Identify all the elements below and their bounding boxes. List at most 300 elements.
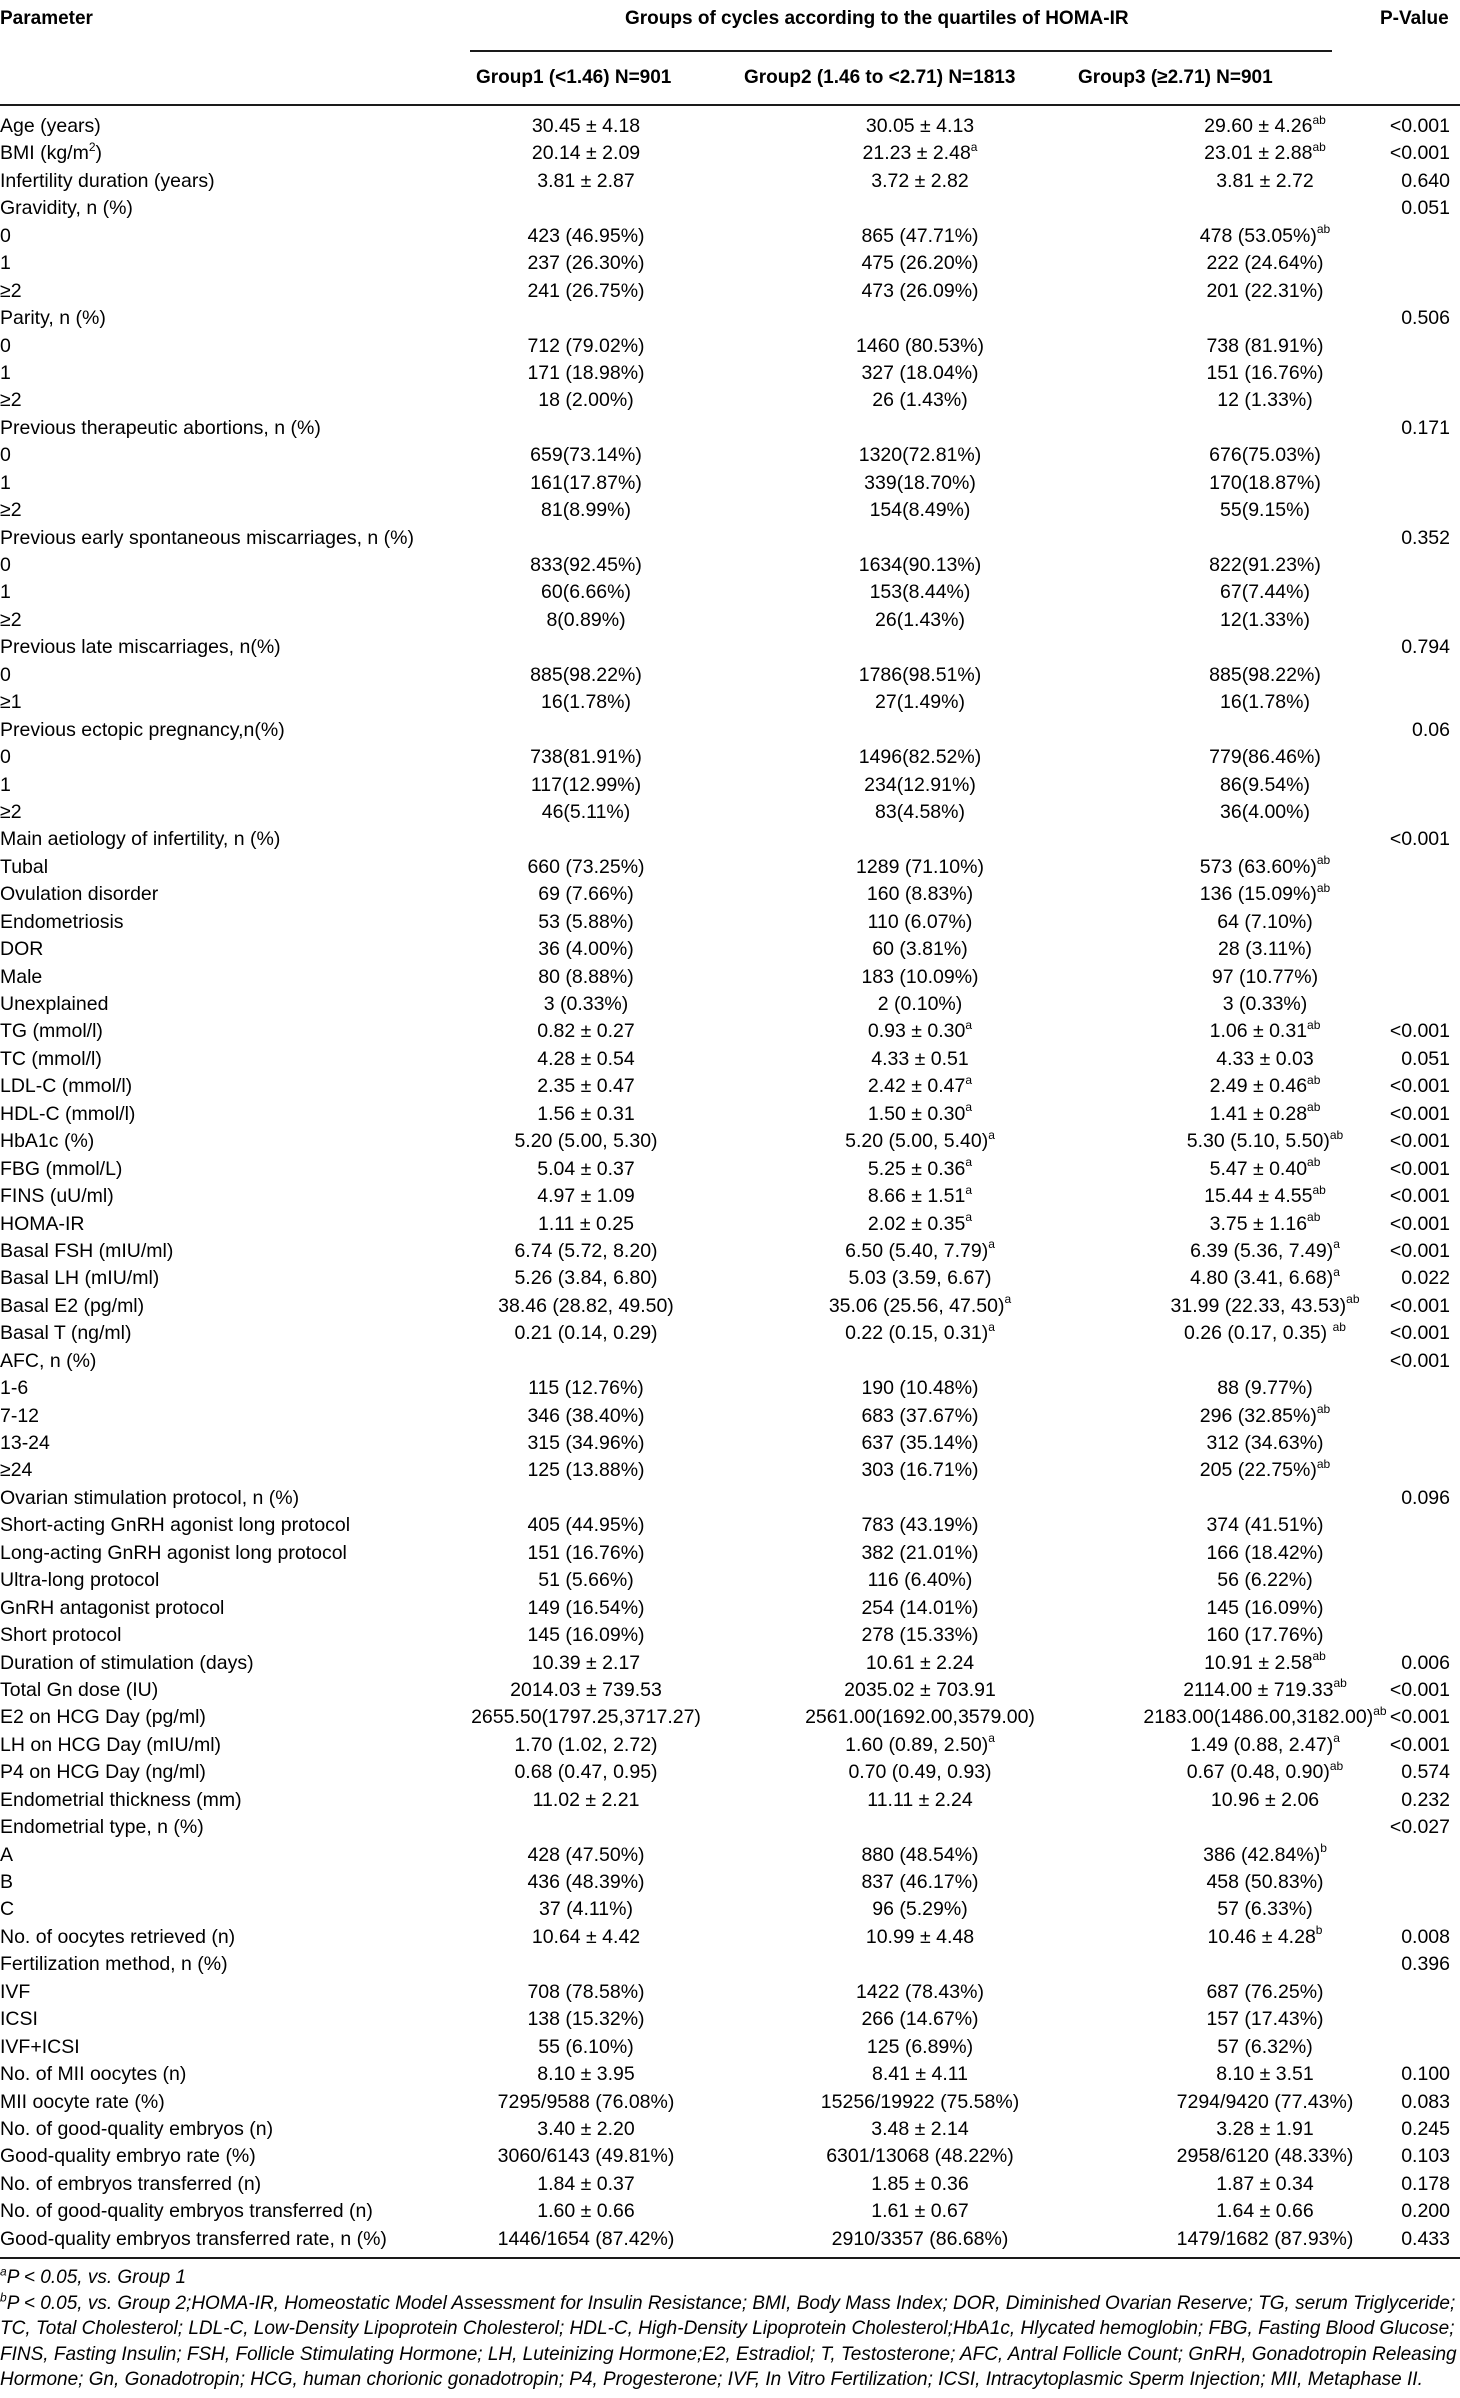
group3-cell-value: 205 (22.75%) <box>1199 1459 1317 1482</box>
group3-cell <box>1080 1869 1450 1896</box>
parameter-cell <box>0 2089 165 2116</box>
group2-cell <box>725 1293 1115 1320</box>
parameter-cell <box>0 909 124 936</box>
parameter-label: Unexplained <box>0 993 109 1015</box>
parameter-cell <box>0 195 133 222</box>
group1-cell-value: 428 (47.50%) <box>527 1843 645 1866</box>
parameter-cell <box>0 1348 96 1375</box>
group3-cell <box>1080 1512 1450 1539</box>
parameter-cell <box>0 1211 85 1238</box>
table-row <box>0 744 1460 771</box>
group2-cell-value: 96 (5.29%) <box>872 1898 968 1921</box>
parameter-label: Long-acting GnRH agonist long protocol <box>0 1541 347 1564</box>
parameter-cell <box>0 278 22 305</box>
group1-cell-value: 30.45 ± 4.18 <box>531 115 641 137</box>
group3-header: Group3 (≥2.71) N=901 <box>1078 67 1273 88</box>
parameter-cell <box>0 1128 94 1155</box>
group3-cell-value: 738 (81.91%) <box>1206 334 1324 357</box>
group1-cell-value: 60(6.66%) <box>541 581 631 604</box>
group2-cell-value: 339(18.70%) <box>864 471 976 494</box>
parameter-cell <box>0 1896 14 1923</box>
group1-cell-value: 117(12.99%) <box>530 773 642 796</box>
group1-cell <box>400 689 772 716</box>
parameter-label: Infertility duration (years) <box>0 169 215 192</box>
group1-cell <box>400 2171 772 2198</box>
table-row <box>0 2116 1460 2143</box>
group1-cell <box>400 1924 772 1951</box>
parameter-cell <box>0 470 11 497</box>
group2-cell <box>725 1320 1115 1347</box>
group2-cell-value: 1634(90.13%) <box>858 554 982 576</box>
group1-cell <box>400 1650 772 1677</box>
parameter-label-tail: ) <box>95 142 103 165</box>
pvalue-cell: 0.022 <box>1401 1267 1450 1290</box>
table-row <box>0 662 1460 689</box>
table-row <box>0 2198 1460 2225</box>
group2-cell <box>725 1732 1115 1759</box>
group3-cell-value: 28 (3.11%) <box>1218 938 1312 961</box>
group1-cell-value: 7295/9588 (76.08%) <box>497 2090 675 2113</box>
group2-cell <box>725 1156 1115 1183</box>
table-row <box>0 634 1460 661</box>
significance-marker: ab <box>1329 1127 1344 1142</box>
parameter-label: DOR <box>0 938 44 961</box>
parameter-label: C <box>0 1898 15 1921</box>
table-row <box>0 909 1460 936</box>
group2-cell-value: 1786(98.51%) <box>858 663 982 686</box>
significance-marker: ab <box>1312 112 1326 127</box>
group2-cell-value: 1496(82.52%) <box>858 746 982 769</box>
significance-marker: a <box>965 1155 973 1170</box>
significance-marker: ab <box>1307 1017 1321 1032</box>
group3-cell <box>1080 936 1450 963</box>
parameter-cell <box>0 991 108 1018</box>
table-row <box>0 964 1460 991</box>
group3-cell-value: 166 (18.42%) <box>1206 1541 1324 1564</box>
group3-cell-value: 145 (16.09%) <box>1206 1596 1324 1619</box>
group3-cell <box>1080 2034 1450 2061</box>
table-row <box>0 497 1460 524</box>
group1-cell <box>400 1732 772 1759</box>
parameter-label: TG (mmol/l) <box>0 1020 103 1043</box>
table-row <box>0 1540 1460 1567</box>
parameter-cell <box>0 1156 122 1183</box>
group3-cell <box>1080 223 1450 250</box>
footnote-a-marker: a <box>0 2264 7 2279</box>
group2-cell-value: 637 (35.14%) <box>861 1432 979 1454</box>
parameter-label: HbA1c (%) <box>0 1130 95 1153</box>
group1-cell <box>400 1018 772 1045</box>
group2-cell-value: 2 (0.10%) <box>877 993 963 1015</box>
group3-cell-value: 16(1.78%) <box>1220 691 1310 714</box>
group1-cell-value: 2014.03 ± 739.53 <box>510 1678 662 1701</box>
parameter-cell <box>0 662 11 689</box>
table-row <box>0 442 1460 469</box>
table-row <box>0 525 1460 552</box>
group3-cell <box>1080 1896 1450 1923</box>
group1-cell-value: 171 (18.98%) <box>527 361 645 384</box>
table-row <box>0 1265 1460 1292</box>
group2-cell <box>725 1018 1115 1045</box>
parameter-label: No. of oocytes retrieved (n) <box>0 1925 236 1948</box>
parameter-cell <box>0 1375 28 1402</box>
group3-cell-value: 15.44 ± 4.55 <box>1204 1185 1313 1208</box>
group2-cell <box>725 1787 1115 1814</box>
group2-cell <box>725 2006 1115 2033</box>
table-row <box>0 1430 1460 1457</box>
parameter-cell <box>0 1183 114 1210</box>
group3-cell-value: 779(86.46%) <box>1209 746 1321 769</box>
parameter-cell <box>0 1787 242 1814</box>
group1-cell <box>400 2061 772 2088</box>
group2-cell-value: 15256/19922 (75.58%) <box>820 2090 1020 2113</box>
parameter-label: Previous therapeutic abortions, n (%) <box>0 416 321 439</box>
significance-marker: b <box>1320 1841 1327 1856</box>
parameter-cell <box>0 1704 206 1731</box>
group3-cell <box>1080 1430 1450 1457</box>
pvalue-cell: 0.433 <box>1401 2227 1450 2250</box>
pvalue-cell: <0.001 <box>1389 1706 1450 1729</box>
pvalue-cell: <0.001 <box>1389 1294 1450 1317</box>
table-row <box>0 223 1460 250</box>
group1-cell-value: 1.70 (1.02, 2.72) <box>514 1733 658 1756</box>
parameter-cell <box>0 2034 80 2061</box>
group1-cell-value: 0.21 (0.14, 0.29) <box>514 1322 658 1345</box>
parameter-label: Previous late miscarriages, n(%) <box>0 636 281 659</box>
group3-cell-value: 1.06 ± 0.31 <box>1209 1020 1308 1043</box>
group1-cell <box>400 552 772 579</box>
parameter-label: No. of good-quality embryos transferred (n) <box>0 2200 373 2223</box>
parameter-cell <box>0 1265 159 1292</box>
group2-cell <box>725 250 1115 277</box>
group2-cell-value: 5.03 (3.59, 6.67) <box>848 1267 992 1290</box>
group2-cell-value: 837 (46.17%) <box>861 1871 979 1893</box>
parameter-cell <box>0 1512 350 1539</box>
group1-cell-value: 1.11 ± 0.25 <box>538 1212 634 1235</box>
table-row <box>0 717 1460 744</box>
parameter-label: MII oocyte rate (%) <box>0 2090 165 2113</box>
significance-marker: a <box>1333 1237 1340 1252</box>
group1-cell <box>400 2034 772 2061</box>
parameter-cell <box>0 333 11 360</box>
parameter-cell <box>0 1622 121 1649</box>
group3-cell-value: 386 (42.84%) <box>1203 1843 1321 1866</box>
group2-cell-value: 160 (8.83%) <box>866 883 974 906</box>
parameter-label: 1 <box>0 773 11 796</box>
group3-cell-value: 157 (17.43%) <box>1206 2008 1324 2031</box>
group2-cell <box>725 2089 1115 2116</box>
group2-cell-value: 2.02 ± 0.35 <box>867 1212 966 1235</box>
group1-cell-value: 37 (4.11%) <box>539 1898 633 1921</box>
group2-cell-value: 880 (48.54%) <box>861 1843 979 1866</box>
significance-marker: ab <box>1316 1402 1331 1417</box>
group-span-header: Groups of cycles according to the quartiles of HOMA-IR <box>625 8 1129 29</box>
group1-cell-value: 1.56 ± 0.31 <box>537 1102 635 1125</box>
parameter-cell <box>0 525 414 552</box>
group1-cell-value: 315 (34.96%) <box>527 1432 645 1454</box>
parameter-cell <box>0 1924 235 1951</box>
group1-cell <box>400 1101 772 1128</box>
table-row <box>0 1375 1460 1402</box>
group3-cell <box>1080 744 1450 771</box>
parameter-label: 13-24 <box>0 1432 50 1454</box>
table-row <box>0 470 1460 497</box>
parameter-cell <box>0 1430 50 1457</box>
table-row <box>0 333 1460 360</box>
parameter-label: Main aetiology of infertility, n (%) <box>0 828 281 851</box>
group3-cell <box>1080 1457 1450 1484</box>
group2-cell <box>725 744 1115 771</box>
group3-cell <box>1080 2006 1450 2033</box>
parameter-label: Parity, n (%) <box>0 307 106 330</box>
group1-cell-value: 5.04 ± 0.37 <box>537 1157 635 1180</box>
group3-cell-value: 10.96 ± 2.06 <box>1210 1788 1320 1811</box>
group1-cell <box>400 1595 772 1622</box>
table-row <box>0 1704 1460 1731</box>
group3-cell-value: 222 (24.64%) <box>1206 252 1324 275</box>
group2-cell-value: 35.06 (25.56, 47.50) <box>828 1294 1005 1317</box>
table-row <box>0 1842 1460 1869</box>
parameter-label: FBG (mmol/L) <box>0 1157 123 1180</box>
group2-cell-value: 5.25 ± 0.36 <box>867 1157 966 1180</box>
group3-cell-value: 2114.00 ± 719.33 <box>1183 1678 1334 1701</box>
group2-cell-value: 27(1.49%) <box>875 691 965 714</box>
parameter-label: Age (years) <box>0 115 101 137</box>
group3-cell-value: 151 (16.76%) <box>1206 361 1324 384</box>
group1-cell-value: 80 (8.88%) <box>538 965 634 988</box>
group1-cell <box>400 1787 772 1814</box>
pvalue-cell: 0.083 <box>1401 2090 1450 2113</box>
pvalue-cell: 0.100 <box>1401 2063 1450 2086</box>
parameter-cell <box>0 2198 373 2225</box>
group3-cell <box>1080 1375 1450 1402</box>
group3-cell-value: 97 (10.77%) <box>1211 965 1319 988</box>
group3-cell <box>1080 1842 1450 1869</box>
pvalue-cell: <0.001 <box>1389 1322 1450 1345</box>
group1-cell <box>400 333 772 360</box>
group2-cell-value: 1.50 ± 0.30 <box>867 1102 966 1125</box>
pvalue-cell: 0.200 <box>1401 2200 1450 2223</box>
significance-marker: a <box>965 1100 973 1115</box>
group1-cell <box>400 1869 772 1896</box>
significance-marker: b <box>1315 1923 1323 1938</box>
group3-cell <box>1080 552 1450 579</box>
parameter-cell <box>0 1979 30 2006</box>
group2-cell <box>725 113 1115 140</box>
parameter-cell <box>0 1046 102 1073</box>
group2-cell <box>725 1704 1115 1731</box>
parameter-cell <box>0 552 11 579</box>
table-row <box>0 579 1460 606</box>
parameter-label: 0 <box>0 334 11 357</box>
group2-cell <box>725 278 1115 305</box>
significance-marker: ab <box>1316 222 1331 237</box>
significance-marker: a <box>988 1127 995 1142</box>
group2-cell <box>725 662 1115 689</box>
table-row <box>0 1869 1460 1896</box>
table-row <box>0 2143 1460 2170</box>
group2-cell <box>725 881 1115 908</box>
group1-cell-value: 0.68 (0.47, 0.95) <box>514 1761 658 1784</box>
group3-cell <box>1080 1595 1450 1622</box>
group2-header: Group2 (1.46 to <2.71) N=1813 <box>744 67 1016 88</box>
table-row <box>0 854 1460 881</box>
pvalue-cell: <0.001 <box>1389 1349 1450 1372</box>
parameter-label: 0 <box>0 554 11 576</box>
table-row <box>0 387 1460 414</box>
significance-marker: ab <box>1312 1182 1326 1197</box>
parameter-label: Good-quality embryo rate (%) <box>0 2145 256 2168</box>
group1-cell-value: 145 (16.09%) <box>527 1624 645 1647</box>
group2-cell-value: 60 (3.81%) <box>872 938 968 961</box>
table-row <box>0 113 1460 140</box>
significance-marker: ab <box>1307 1100 1321 1115</box>
group3-cell <box>1080 1979 1450 2006</box>
group3-cell-value: 822(91.23%) <box>1209 554 1321 576</box>
table-row <box>0 1238 1460 1265</box>
pvalue-cell: 0.352 <box>1401 526 1450 549</box>
parameter-label: Endometrial type, n (%) <box>0 1816 204 1839</box>
group2-cell-value: 26(1.43%) <box>875 608 965 631</box>
group1-cell <box>400 387 772 414</box>
group3-cell <box>1080 799 1450 826</box>
group2-cell <box>725 1924 1115 1951</box>
parameter-label: IVF+ICSI <box>0 2035 80 2058</box>
group2-cell <box>725 2116 1115 2143</box>
group3-cell <box>1080 442 1450 469</box>
parameter-cell <box>0 936 43 963</box>
group3-cell-value: 458 (50.83%) <box>1206 1871 1324 1893</box>
group2-cell <box>725 1101 1115 1128</box>
group2-cell-value: 0.70 (0.49, 0.93) <box>848 1761 992 1784</box>
table-row <box>0 689 1460 716</box>
group3-cell <box>1080 991 1450 1018</box>
table-row <box>0 1567 1460 1594</box>
group3-cell <box>1080 607 1450 634</box>
group1-cell <box>400 1183 772 1210</box>
significance-marker: ab <box>1316 880 1331 895</box>
group1-cell-value: 4.97 ± 1.09 <box>537 1185 635 1208</box>
table-row <box>0 1622 1460 1649</box>
group2-cell-value: 11.11 ± 2.24 <box>867 1788 973 1811</box>
parameter-cell <box>0 854 48 881</box>
group1-cell-value: 8.10 ± 3.95 <box>537 2063 635 2086</box>
parameter-cell <box>0 689 22 716</box>
parameter-cell <box>0 305 106 332</box>
table-row <box>0 936 1460 963</box>
group1-cell <box>400 1238 772 1265</box>
pvalue-cell: <0.027 <box>1389 1816 1450 1839</box>
group2-cell-value: 278 (15.33%) <box>861 1624 979 1647</box>
pvalue-cell: <0.001 <box>1389 1102 1450 1125</box>
group1-cell <box>400 772 772 799</box>
group3-cell-value: 687 (76.25%) <box>1206 1980 1324 2003</box>
group1-cell <box>400 1759 772 1786</box>
table-row <box>0 1018 1460 1045</box>
pvalue-cell: <0.001 <box>1389 115 1450 137</box>
significance-marker: ab <box>1307 1155 1321 1170</box>
pvalue-cell: <0.001 <box>1389 1185 1450 1208</box>
group2-cell <box>725 1430 1115 1457</box>
table-row <box>0 415 1460 442</box>
group1-cell-value: 3.81 ± 2.87 <box>537 169 635 192</box>
table-row <box>0 1979 1460 2006</box>
pvalue-cell: 0.640 <box>1401 169 1450 192</box>
group1-cell-value: 10.39 ± 2.17 <box>531 1651 641 1674</box>
group3-cell-value: 88 (9.77%) <box>1217 1377 1313 1400</box>
group1-cell <box>400 140 772 167</box>
significance-marker: ab <box>1316 853 1331 868</box>
parameter-cell <box>0 1814 204 1841</box>
group3-cell-value: 10.91 ± 2.58 <box>1204 1651 1313 1674</box>
group3-cell <box>1080 881 1450 908</box>
parameter-cell <box>0 1677 158 1704</box>
group1-cell-value: 3.40 ± 2.20 <box>537 2117 635 2140</box>
table-row <box>0 1814 1460 1841</box>
group2-cell-value: 6301/13068 (48.22%) <box>826 2145 1014 2168</box>
pvalue-cell: <0.001 <box>1389 1212 1450 1235</box>
group1-cell-value: 51 (5.66%) <box>538 1569 634 1592</box>
parameter-cell <box>0 415 321 442</box>
group1-cell <box>400 909 772 936</box>
group1-cell <box>400 1512 772 1539</box>
group3-cell <box>1080 470 1450 497</box>
group3-cell <box>1080 854 1450 881</box>
parameter-cell <box>0 1457 32 1484</box>
group1-cell <box>400 168 772 195</box>
group3-cell-value: 1.49 (0.88, 2.47) <box>1190 1733 1334 1756</box>
table-row <box>0 2006 1460 2033</box>
group1-cell-value: 346 (38.40%) <box>527 1404 645 1427</box>
group3-cell-value: 23.01 ± 2.88 <box>1204 142 1313 165</box>
group2-cell-value: 0.93 ± 0.30 <box>867 1020 966 1043</box>
group1-cell <box>400 1073 772 1100</box>
parameter-cell <box>0 799 22 826</box>
group2-cell-value: 3.48 ± 2.14 <box>871 2117 969 2140</box>
group3-cell-value: 885(98.22%) <box>1209 663 1321 686</box>
table-row <box>0 1128 1460 1155</box>
group3-cell <box>1080 333 1450 360</box>
parameter-label: Basal E2 (pg/ml) <box>0 1294 145 1317</box>
group1-cell <box>400 2198 772 2225</box>
table-row <box>0 799 1460 826</box>
table-row <box>0 607 1460 634</box>
group2-cell <box>725 1128 1115 1155</box>
parameter-label: ≥1 <box>0 691 22 714</box>
group2-cell-value: 153(8.44%) <box>869 581 971 604</box>
group3-cell <box>1080 387 1450 414</box>
footnote-a <box>0 2265 1460 2291</box>
group2-cell-value: 1.61 ± 0.67 <box>871 2200 969 2223</box>
group1-cell-value: 46(5.11%) <box>541 800 631 823</box>
pvalue-cell: 0.506 <box>1401 307 1450 330</box>
table-row <box>0 1951 1460 1978</box>
pvalue-cell: 0.794 <box>1401 636 1450 659</box>
group1-cell-value: 708 (78.58%) <box>527 1980 645 2003</box>
parameter-label: E2 on HCG Day (pg/ml) <box>0 1706 206 1729</box>
group2-cell-value: 382 (21.01%) <box>861 1541 979 1564</box>
group1-cell <box>400 442 772 469</box>
group1-cell <box>400 113 772 140</box>
parameter-label: Duration of stimulation (days) <box>0 1651 254 1674</box>
group2-cell <box>725 1842 1115 1869</box>
group1-cell <box>400 1622 772 1649</box>
table-row <box>0 2226 1460 2253</box>
parameter-label: LDL-C (mmol/l) <box>0 1075 133 1098</box>
group2-cell-value: 1289 (71.10%) <box>856 855 984 878</box>
table-row <box>0 1787 1460 1814</box>
parameter-label: GnRH antagonist protocol <box>0 1596 225 1619</box>
